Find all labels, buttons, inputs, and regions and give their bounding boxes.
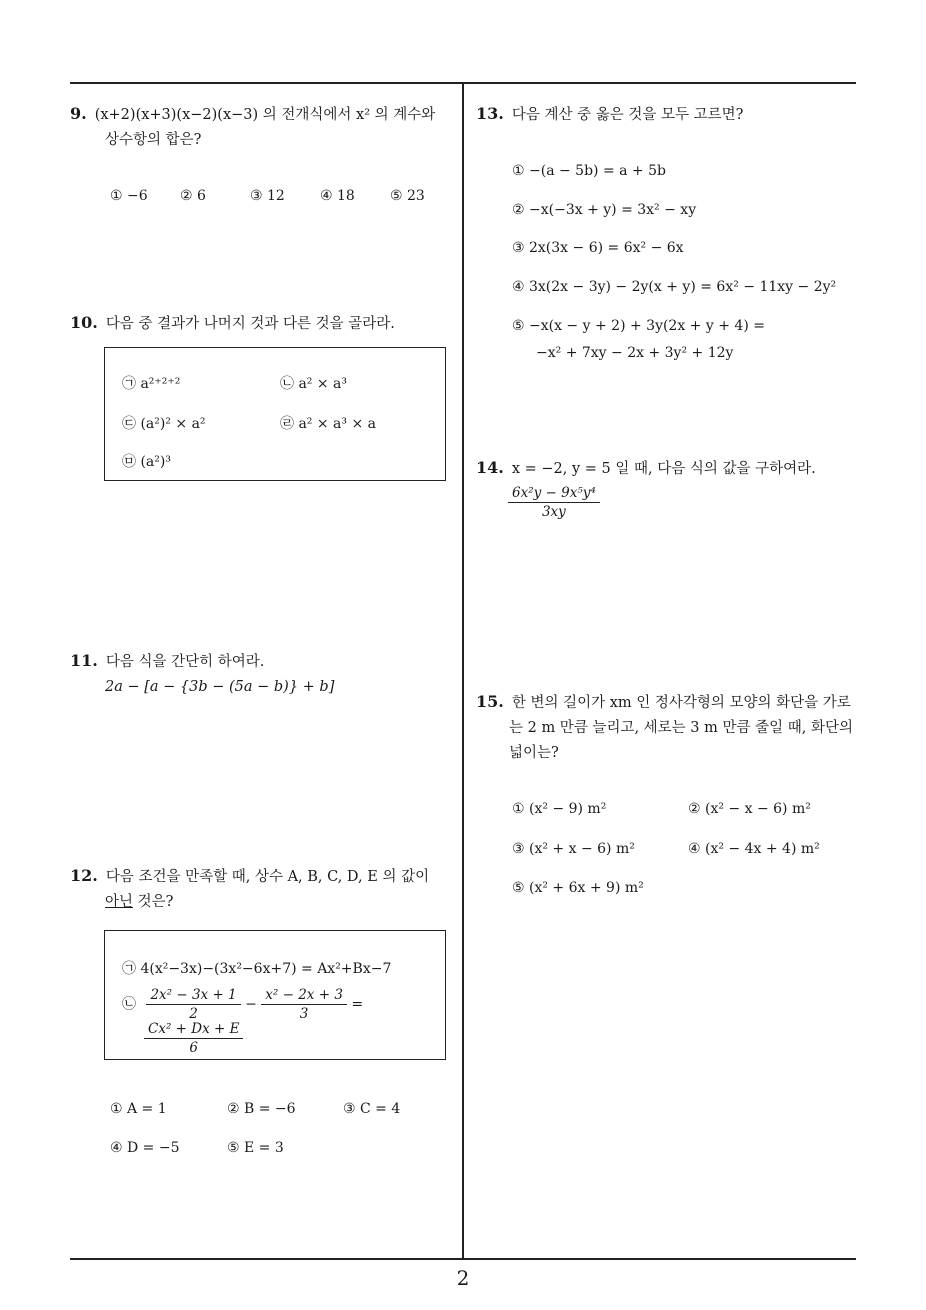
- expression: [508, 484, 600, 521]
- question-number: 9.: [70, 104, 87, 123]
- item-b: ㉡ a² × a³: [280, 376, 347, 392]
- choice-5[interactable]: ⑤ −x(x − y + 2) + 3y(2x + y + 4) =: [512, 318, 765, 334]
- question-15: [476, 689, 861, 766]
- fraction-2: [261, 986, 347, 1023]
- choice-5[interactable]: ⑤ 23: [390, 188, 425, 204]
- question-text-cont: 넓이는?: [509, 745, 559, 761]
- question-text: 다음 계산 중 옳은 것을 모두 고르면?: [511, 107, 744, 123]
- question-10: [70, 310, 460, 337]
- condition-b-cont: [144, 1020, 243, 1057]
- choice-4[interactable]: ④ 3x(2x − 3y) − 2y(x + y) = 6x² − 11xy − 2y²: [512, 279, 837, 295]
- choice-5[interactable]: ⑤ E = 3: [227, 1140, 284, 1156]
- question-text-cont: 것은?: [133, 894, 174, 910]
- fraction-3: [144, 1020, 243, 1057]
- expression: 2a − [a − {3b − (5a − b)} + b]: [105, 679, 335, 695]
- fraction-denominator: 6: [189, 1040, 199, 1056]
- question-number: 13.: [476, 104, 504, 123]
- choice-2[interactable]: ② B = −6: [227, 1101, 296, 1117]
- bottom-rule: [70, 1258, 856, 1260]
- question-12: [70, 863, 460, 915]
- minus-sign: −: [245, 996, 257, 1013]
- choice-3[interactable]: ③ 2x(3x − 6) = 6x² − 6x: [512, 240, 684, 256]
- choice-4[interactable]: ④ 18: [320, 188, 355, 204]
- question-text: 한 변의 길이가 xm 인 정사각형의 모양의 화단을 가로: [511, 695, 851, 711]
- equals-sign: =: [351, 996, 364, 1013]
- condition-a: ㉠ 4(x²−3x)−(3x²−6x+7) = Ax²+Bx−7: [122, 961, 392, 977]
- question-9: [70, 101, 460, 153]
- fraction-denominator: 3: [299, 1006, 309, 1022]
- condition-label: ㉡: [122, 996, 136, 1013]
- item-d: ㉣ a² × a³ × a: [280, 416, 376, 432]
- choice-1[interactable]: ① (x² − 9) m²: [512, 801, 607, 817]
- question-text: 다음 식을 간단히 하여라.: [105, 654, 265, 670]
- question-number: 10.: [70, 313, 98, 332]
- fraction-denominator: 2: [189, 1006, 198, 1022]
- question-number: 12.: [70, 866, 98, 885]
- choice-4[interactable]: ④ (x² − 4x + 4) m²: [688, 841, 820, 857]
- choice-2[interactable]: ② 6: [180, 188, 206, 204]
- choice-1[interactable]: ① −(a − 5b) = a + 5b: [512, 163, 666, 179]
- fraction-denominator: 3xy: [541, 504, 566, 520]
- question-text-cont: 상수항의 합은?: [105, 132, 202, 148]
- question-11: [70, 648, 460, 700]
- question-number: 11.: [70, 651, 98, 670]
- fraction: [508, 484, 600, 521]
- choice-3[interactable]: ③ C = 4: [343, 1101, 401, 1117]
- choice-5-cont: −x² + 7xy − 2x + 3y² + 12y: [536, 345, 734, 361]
- question-text: x = −2, y = 5 일 때, 다음 식의 값을 구하여라.: [511, 461, 816, 477]
- choice-2[interactable]: ② −x(−3x + y) = 3x² − xy: [512, 202, 697, 218]
- question-text: 다음 중 결과가 나머지 것과 다른 것을 골라라.: [105, 316, 395, 332]
- question-14: [476, 455, 861, 482]
- fraction-1: [146, 986, 240, 1023]
- choice-1[interactable]: ① A = 1: [110, 1101, 167, 1117]
- item-c: ㉢ (a²)² × a²: [122, 416, 206, 432]
- choice-3[interactable]: ③ 12: [250, 188, 285, 204]
- choice-3[interactable]: ③ (x² + x − 6) m²: [512, 841, 635, 857]
- choice-5[interactable]: ⑤ (x² + 6x + 9) m²: [512, 880, 644, 896]
- question-13: [476, 101, 861, 128]
- fraction-numerator: Cx² + Dx + E: [144, 1020, 243, 1039]
- fraction-numerator: 2x² − 3x + 1: [146, 986, 240, 1005]
- fraction-numerator: 6x²y − 9x⁵y⁴: [508, 484, 600, 503]
- question-text-cont: 는 2 m 만큼 늘리고, 세로는 3 m 만큼 줄일 때, 화단의: [509, 720, 853, 736]
- choice-4[interactable]: ④ D = −5: [110, 1140, 180, 1156]
- question-text: 다음 조건을 만족할 때, 상수 A, B, C, D, E 의 값이: [105, 869, 430, 885]
- column-divider: [462, 83, 464, 1259]
- question-number: 15.: [476, 692, 504, 711]
- condition-b: [122, 986, 363, 1023]
- underlined-word: 아닌: [105, 894, 134, 910]
- page-number: 2: [456, 1266, 470, 1290]
- fraction-numerator: x² − 2x + 3: [261, 986, 347, 1005]
- item-e: ㉤ (a²)³: [122, 454, 171, 470]
- question-text: (x+2)(x+3)(x−2)(x−3) 의 전개식에서 x² 의 계수와: [94, 107, 436, 123]
- choice-1[interactable]: ① −6: [110, 188, 148, 204]
- item-a: ㉠ a²⁺²⁺²: [122, 376, 181, 392]
- question-number: 14.: [476, 458, 504, 477]
- choice-2[interactable]: ② (x² − x − 6) m²: [688, 801, 811, 817]
